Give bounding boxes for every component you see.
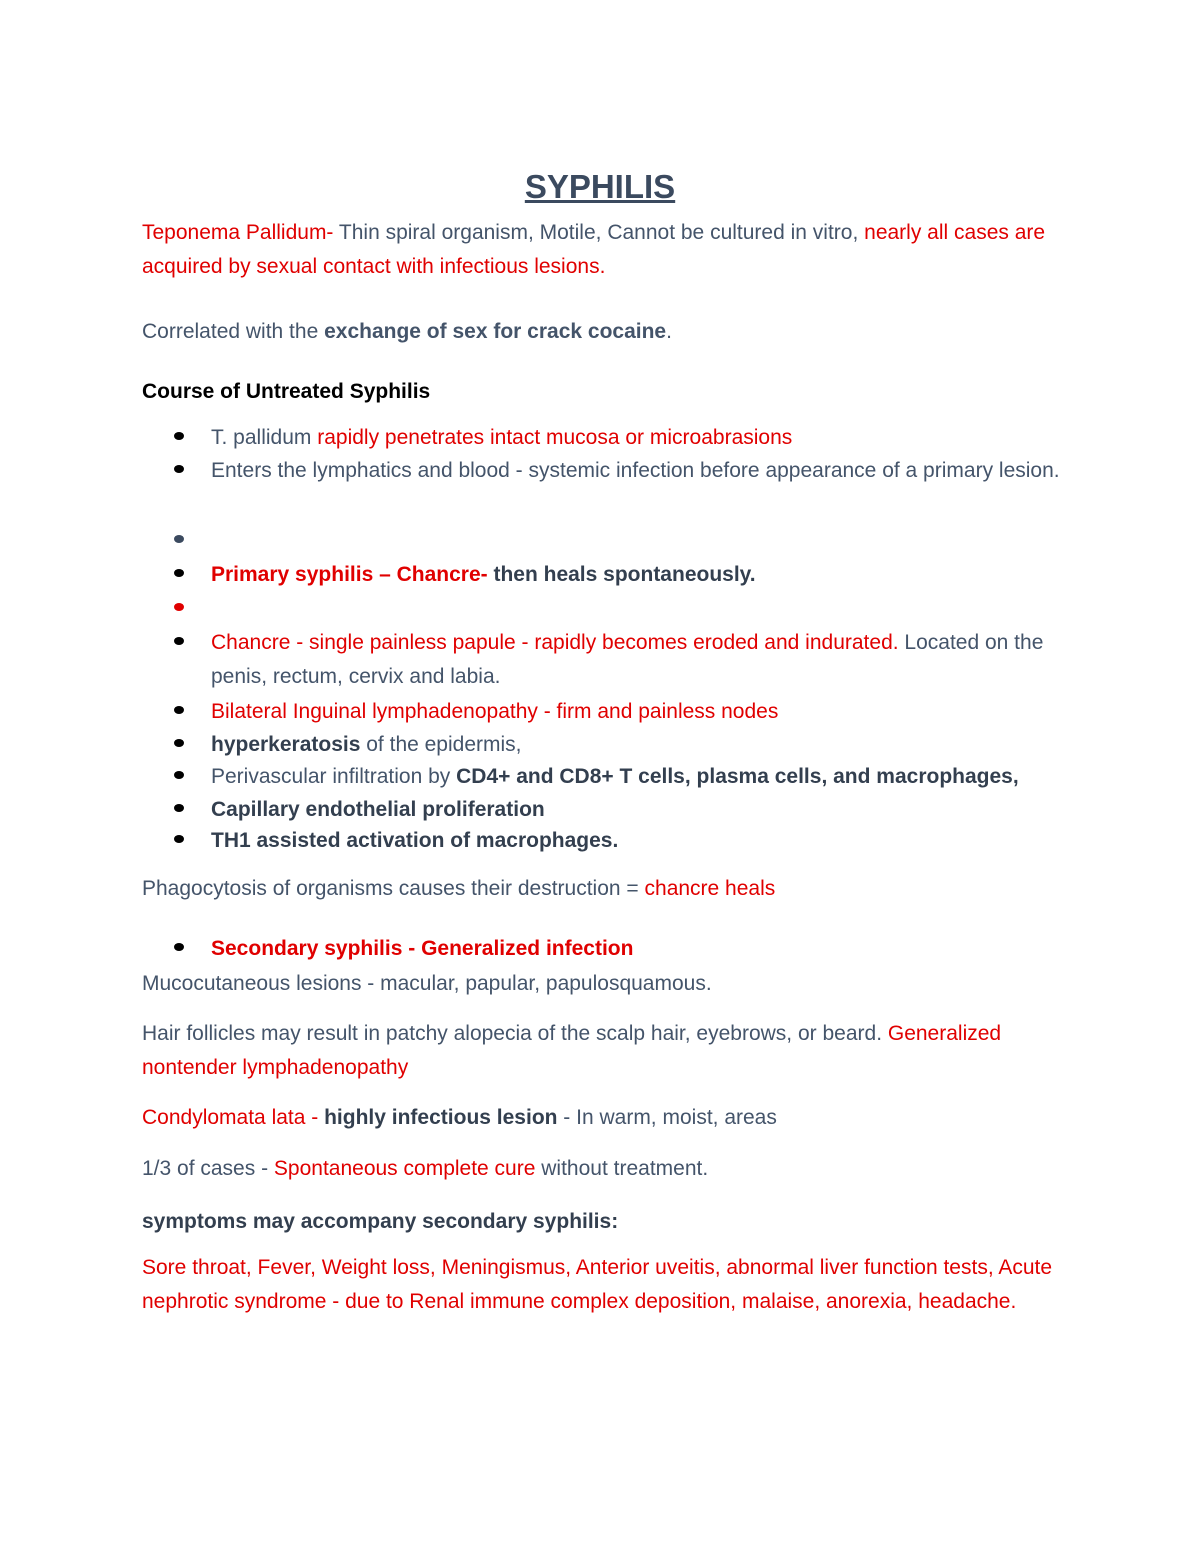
secondary-syphilis-item: Secondary syphilis - Generalized infection: [211, 937, 634, 960]
hair-plain: Hair follicles may result in patchy alopecia of the scalp hair, eyebrows, or beard.: [142, 1022, 888, 1045]
list-item: Enters the lymphatics and blood - systemic infection before appearance of a primary lesion.: [211, 459, 1060, 482]
symptoms-paragraph: Sore throat, Fever, Weight loss, Meningismus, Anterior uveitis, abnormal liver function tests, Acute nephrotic syndrome - due to Renal immune complex deposition, malaise, anorexia, headache.: [142, 1256, 1053, 1313]
intro-description: Thin spiral organism, Motile, Cannot be cultured in vitro,: [333, 221, 865, 244]
list-item: [211, 626, 1061, 694]
document-title: SYPHILIS: [524, 168, 676, 205]
bullet-dot: [174, 943, 184, 951]
cure-plain-2: without treatment.: [535, 1157, 709, 1180]
bullet-dot: [174, 706, 184, 714]
list-item: Bilateral Inguinal lymphadenopathy - firm and painless nodes: [211, 700, 779, 723]
intro-term: Teponema Pallidum-: [142, 221, 334, 244]
condylomata-paragraph: [142, 1101, 777, 1135]
list-item: TH1 assisted activation of macrophages.: [211, 829, 619, 852]
list-item: Capillary endothelial proliferation: [211, 798, 545, 821]
correlated-paragraph: [142, 315, 672, 349]
symptoms-heading: symptoms may accompany secondary syphilis:: [142, 1210, 619, 1233]
list-item: [211, 558, 756, 592]
hair-red: Generalized nontender lymphadenopathy: [142, 1022, 1002, 1079]
condylomata-term: Condylomata lata: [142, 1106, 306, 1129]
bullet-dot: [174, 835, 184, 843]
list-item-bold: hyperkeratosis: [211, 733, 361, 756]
list-item-red: Chancre - single painless papule - rapidly becomes eroded and indurated.: [211, 631, 899, 654]
phagocytosis-red: chancre heals: [644, 877, 776, 900]
bullet-dot: [174, 804, 184, 812]
bullet-dot-empty: [174, 535, 184, 543]
hair-paragraph: [142, 1017, 1062, 1085]
list-item: [211, 760, 1019, 794]
list-item-plain: T. pallidum: [211, 426, 318, 449]
list-item-red: rapidly penetrates intact mucosa or microabrasions: [317, 426, 793, 449]
list-item-red: Primary syphilis – Chancre-: [211, 563, 488, 586]
phagocytosis-paragraph: [142, 872, 775, 906]
bullet-dot: [174, 771, 184, 779]
cure-paragraph: [142, 1152, 708, 1186]
bullet-dot: [174, 432, 184, 440]
bullet-dot: [174, 739, 184, 747]
bullet-dot: [174, 569, 184, 577]
intro-paragraph: [142, 216, 1062, 284]
correlated-suffix: .: [666, 320, 672, 343]
condylomata-plain: - In warm, moist, areas: [557, 1106, 777, 1129]
condylomata-bold: highly infectious lesion: [324, 1106, 558, 1129]
bullet-dot: [174, 637, 184, 645]
mucocutaneous-paragraph: Mucocutaneous lesions - macular, papular, papulosquamous.: [142, 972, 712, 995]
intro-highlight: nearly all cases are acquired by sexual contact with infectious lesions.: [142, 221, 1046, 278]
list-item-plain: Located on the penis, rectum, cervix and labia.: [211, 631, 1044, 688]
list-item-plain: Perivascular infiltration by: [211, 765, 457, 788]
phagocytosis-plain: Phagocytosis of organisms causes their destruction =: [142, 877, 645, 900]
list-item-plain: of the epidermis,: [360, 733, 522, 756]
list-item: [211, 421, 792, 455]
course-heading: Course of Untreated Syphilis: [142, 380, 431, 403]
condylomata-dash: -: [305, 1106, 325, 1129]
cure-plain-1: 1/3 of cases -: [142, 1157, 274, 1180]
bullet-dot-empty-red: [174, 603, 184, 611]
list-item: [211, 728, 522, 762]
bullet-dot: [174, 465, 184, 473]
list-item-bold: CD4+ and CD8+ T cells, plasma cells, and macrophages,: [456, 765, 1019, 788]
correlated-prefix: Correlated with the: [142, 320, 325, 343]
cure-red: Spontaneous complete cure: [273, 1157, 536, 1180]
list-item-bold: then heals spontaneously.: [487, 563, 756, 586]
correlated-bold: exchange of sex for crack cocaine: [324, 320, 667, 343]
